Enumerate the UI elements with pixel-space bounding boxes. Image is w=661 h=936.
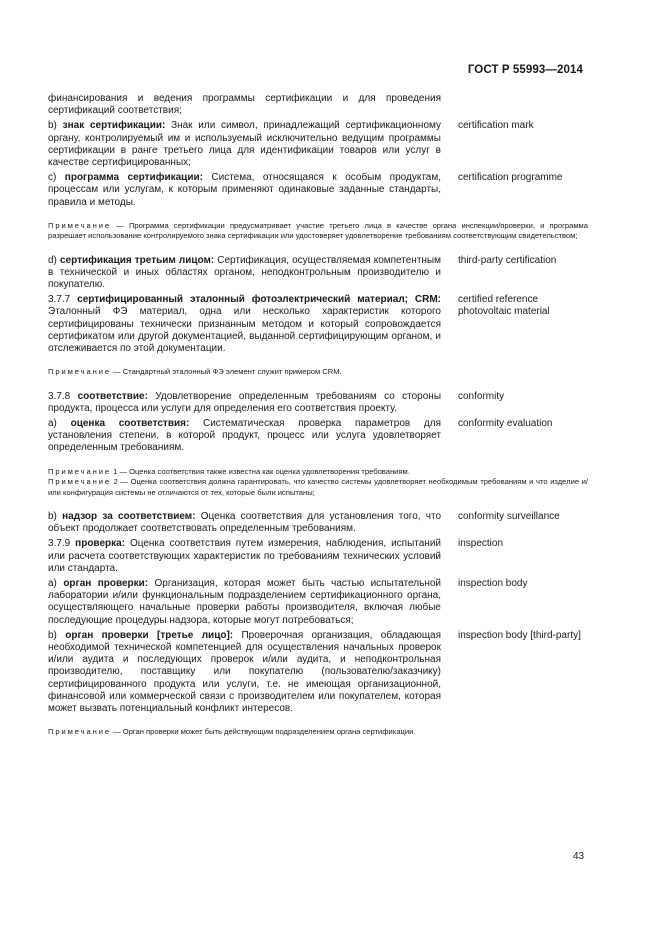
term-definition: Система, относящаяся к особым продуктам, процессам или услугам, к которым применяют одинаковые заданные стандарты, правила и методы. <box>48 172 442 208</box>
term-title: оценка соответствия: <box>70 418 190 430</box>
entry-inspection <box>48 538 588 575</box>
term-definition: Систематическая проверка параметров для установления степени, в которой продукт, процесс или услуга удовлетворяет определенным требованиям. <box>48 418 441 454</box>
intro-entry <box>48 93 588 117</box>
entry-inspection-body-third-party <box>48 630 588 715</box>
note-text: — Программа сертификации предусматривает участие третьего лица в качестве органа инспекции/проверки, и программа разрешает использование контролируемого знака сертификации или удостоверяет удовлетворение требованиям соответствующим свидетельством; <box>48 220 588 241</box>
note-inspection-body <box>48 727 588 737</box>
term-title: соответствие: <box>77 390 148 402</box>
note-label: Примечание <box>48 477 111 487</box>
english-equivalent: certified reference photovoltaic material <box>458 294 550 318</box>
intro-text: финансирования и ведения программы сертификации и для проведения сертификаций соответствия; <box>48 93 441 117</box>
term-title: орган проверки: <box>63 577 149 589</box>
entry-conformity <box>48 391 588 415</box>
term-title: сертифицированный эталонный фотоэлектрический материал; CRM: <box>77 294 441 306</box>
english-equivalent: certification mark <box>458 120 534 132</box>
note-label: Примечание <box>48 727 111 737</box>
note-crm <box>48 367 588 377</box>
term-definition: Удовлетворение определенным требованиям со стороны продукта, процесса или услуги для определения его соответствия проекту. <box>48 390 442 414</box>
note-label: Примечание <box>48 466 111 476</box>
entry-prefix: 3.7.9 <box>48 538 71 550</box>
term-definition: Организация, которая может быть частью испытательной лаборатории и/или функциональным подразделением сертификационного органа, осуществляющего начальные проверки работы производителя, включая любые последующие процедуры надзора, которые могут потребоваться; <box>48 577 442 626</box>
entry-prefix: a) <box>48 418 57 430</box>
entry-prefix: a) <box>48 577 57 589</box>
document-body <box>48 93 588 751</box>
term-definition: Оценка соответствия путем измерения, наблюдения, испытаний или расчета соответствующих характеристик по требованиям технических условий или стандарта. <box>48 538 441 574</box>
entry-prefix: b) <box>48 120 57 132</box>
note-text: 1 — Оценка соответствия также известна как оценка удовлетворения требованиям. <box>113 466 410 476</box>
note-evaluation-1 <box>48 467 588 477</box>
english-equivalent: conformity surveillance <box>458 510 560 522</box>
entry-prefix: d) <box>48 254 57 266</box>
entry-certification-mark <box>48 120 588 169</box>
english-equivalent: inspection <box>458 538 504 550</box>
note-certification-programme <box>48 221 588 242</box>
entry-conformity-surveillance <box>48 511 588 535</box>
term-title: программа сертификации: <box>64 172 203 184</box>
entry-prefix: c) <box>48 172 57 184</box>
english-equivalent: third-party certification <box>458 254 557 266</box>
note-label: Примечание <box>48 220 111 230</box>
english-equivalent: conformity <box>458 390 505 402</box>
term-title: проверка: <box>75 538 126 550</box>
standard-designation: ГОСТ Р 55993—2014 <box>467 64 583 76</box>
note-text: 2 — Оценка соответствия должна гарантировать, что качество системы удовлетворяет необходимым требованиям и что изделие и/или конфигурация системы не отличаются от тех, которые были испытаны; <box>48 477 588 497</box>
entry-conformity-evaluation <box>48 418 588 455</box>
term-title: сертификация третьим лицом: <box>59 254 215 266</box>
english-equivalent: certification programme <box>458 172 563 184</box>
page-number: 43 <box>573 851 585 862</box>
term-title: орган проверки [третье лицо]: <box>65 629 234 641</box>
term-title: надзор за соответствием: <box>62 510 196 522</box>
entry-prefix: 3.7.8 <box>48 390 71 402</box>
entry-inspection-body <box>48 578 588 627</box>
note-evaluation-2 <box>48 477 588 498</box>
entry-prefix: 3.7.7 <box>48 294 71 306</box>
note-text: — Стандартный эталонный ФЭ элемент служит примером CRM. <box>113 367 342 377</box>
note-label: Примечание <box>48 367 111 377</box>
note-text: — Орган проверки может быть действующим подразделением органа сертификации. <box>113 727 416 737</box>
entry-third-party-certification <box>48 255 588 292</box>
term-definition: Проверочная организация, обладающая необходимой технической компетенцией для осуществления начальных проверок и/или аудита и последующих проверок и/или аудита, и неподконтрольная производителю, поставщику или покупателю (пользователю/заказчику) сертифицированного продукта или услуги, т.е. не имеющая организационной, финансовой или коммерческой связи с производителем или покупателем, которая может вызвать потенциальный конфликт интересов. <box>48 629 442 714</box>
english-equivalent: inspection body <box>458 577 528 589</box>
entry-certified-reference-material <box>48 294 588 355</box>
term-definition: Эталонный ФЭ материал, одна или несколько характеристик которого сертифицированы технически признанным методом и который сопровождается сертификатом или другой документацией, выданной сертифицирующим органом, и отслеживается по этой документации. <box>48 306 441 355</box>
entry-prefix: b) <box>48 629 57 641</box>
english-equivalent: inspection body [third-party] <box>458 629 581 641</box>
term-definition: Оценка соответствия для установления того, что объект продолжает соответствовать определенным требованиям. <box>48 510 442 535</box>
term-definition: Знак или символ, принадлежащий сертификационному органу, контролируемый им и используемый исключительно ведущим программы сертификации в ранге третьего лица для идентификации товаров или услуг в качестве сертифицированных; <box>48 120 441 169</box>
term-definition: Сертификация, осуществляемая компетентным в технической и иных областях органом, неподконтрольным производителю и покупателю. <box>48 254 441 291</box>
english-equivalent: conformity evaluation <box>458 418 553 430</box>
entry-certification-programme <box>48 172 588 209</box>
intro-en-empty <box>458 93 588 117</box>
entry-prefix: b) <box>48 510 57 522</box>
term-title: знак сертификации: <box>62 120 166 132</box>
